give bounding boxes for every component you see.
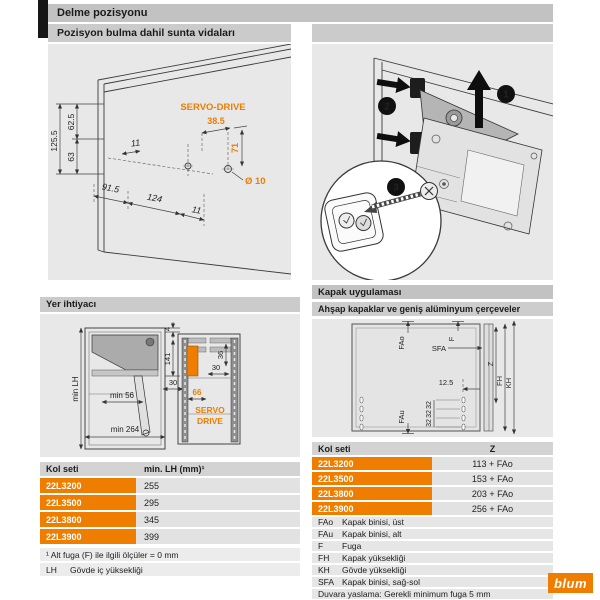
wall-clearance-note: Duvara yaslama: Gerekli minimum fuga 5 mm — [312, 589, 553, 599]
dim-30-right: 30 — [211, 363, 221, 372]
page-subtitle: Pozisyon bulma dahil sunta vidaları — [48, 24, 291, 42]
arm-set-code: 22L3800 — [40, 512, 136, 527]
legend-row — [312, 577, 553, 587]
left-dimensions — [49, 104, 104, 174]
dim-12-5: 12.5 — [438, 378, 454, 387]
dim-kh: KH — [504, 377, 513, 389]
step-1-number: 1 — [503, 89, 509, 101]
dim-4: 4 — [163, 326, 172, 332]
table-header-row — [312, 442, 553, 455]
dim-62-5: 62.5 — [66, 113, 76, 131]
table-footnote: ¹ Alt fuga (F) ile ilgili ölçüler = 0 mm — [40, 548, 300, 561]
dim-32c: 32 — [426, 419, 433, 427]
legend-row — [312, 565, 553, 575]
dim-125-5: 125.5 — [49, 130, 59, 152]
legend-text: Gövde yüksekliği — [342, 565, 407, 575]
dim-124: 124 — [146, 191, 163, 205]
arm-set-value: 345 — [136, 512, 300, 527]
table-row — [40, 495, 300, 510]
dim-38-5: 38.5 — [207, 116, 225, 126]
dim-dia-10: Ø 10 — [245, 176, 266, 187]
push-arrow-top-icon — [376, 74, 412, 95]
servo-drive-line2: DRIVE — [197, 416, 223, 426]
table-header-row — [40, 462, 300, 476]
dim-32a: 32 — [426, 401, 433, 409]
dim-fao: FAo — [397, 336, 406, 350]
dim-11-top: 11 — [130, 137, 141, 149]
z-value: 256 + FAo — [432, 502, 553, 515]
arm-set-code: 22L3500 — [40, 495, 136, 510]
arm-set-value: 295 — [136, 495, 300, 510]
table-row — [312, 502, 553, 515]
arm-set-code: 22L3900 — [312, 502, 432, 515]
dim-71: 71 — [230, 142, 240, 154]
space-diagram-panel — [40, 314, 300, 457]
legend-key: FAu — [318, 529, 334, 539]
lh-legend-key: LH — [46, 564, 57, 575]
subtitle-spacer-bar — [312, 24, 553, 42]
drill-guides — [108, 132, 228, 226]
cabinet-perspective-lines — [98, 44, 291, 274]
arm-set-code: 22L3200 — [40, 478, 136, 493]
drill-holes — [183, 163, 234, 173]
front-section-subtitle: Ahşap kapaklar ve geniş alüminyum çerçeveler — [312, 302, 553, 316]
front-diagram — [312, 319, 553, 437]
dim-32b: 32 — [426, 410, 433, 418]
dim-min-264: min 264 — [110, 425, 140, 434]
servo-drive-label: SERVO-DRIVE — [180, 102, 246, 113]
legend-text: Kapak binisi, alt — [342, 529, 402, 539]
door-front — [352, 324, 493, 431]
legend-text: Kapak yüksekliği — [342, 553, 406, 563]
dim-30-left: 30 — [168, 378, 178, 387]
space-section-title: Yer ihtiyacı — [40, 297, 300, 312]
legend-key: FAo — [318, 517, 334, 527]
table-row — [40, 478, 300, 493]
arm-set-table — [40, 462, 300, 576]
legend-text: Kapak binisi, sağ-sol — [342, 577, 420, 587]
z-value: 153 + FAo — [432, 472, 553, 485]
dim-66: 66 — [192, 388, 202, 397]
servo-drive-dimensions — [180, 102, 265, 187]
arm-set-code: 22L3500 — [312, 472, 432, 485]
lh-legend — [40, 563, 300, 576]
arm-set-value: 255 — [136, 478, 300, 493]
arm-set-code: 22L3800 — [312, 487, 432, 500]
column-header-kol-seti: Kol seti — [318, 443, 351, 454]
table-row — [40, 529, 300, 544]
space-diagram — [40, 314, 300, 457]
arm-set-code: 22L3900 — [40, 529, 136, 544]
legend-key: SFA — [318, 577, 335, 587]
legend-key: FH — [318, 553, 330, 563]
dim-fh: FH — [495, 376, 504, 386]
page-title: Delme pozisyonu — [48, 4, 553, 22]
legend-text: Kapak binisi, üst — [342, 517, 404, 527]
column-header-z: Z — [489, 443, 496, 454]
dim-141: 141 — [163, 352, 172, 366]
front-section-title: Kapak uygulaması — [312, 285, 553, 299]
z-value: 113 + FAo — [432, 457, 553, 470]
legend-key: KH — [318, 565, 330, 575]
table-row — [40, 512, 300, 527]
table-row — [312, 457, 553, 470]
servo-drive-line1: SERVO — [195, 405, 225, 415]
dim-z: Z — [486, 361, 495, 367]
dim-f: F — [447, 336, 456, 342]
hole-pitch-dimensions — [94, 137, 204, 220]
z-dimension-table — [312, 442, 553, 599]
side-view-drawing — [71, 322, 183, 449]
legend-row — [312, 529, 553, 539]
z-value: 203 + FAo — [432, 487, 553, 500]
column-header-kol-seti: Kol seti — [46, 464, 79, 474]
table-row — [312, 487, 553, 500]
dim-91-5: 91.5 — [101, 181, 121, 195]
dim-min-56: min 56 — [109, 391, 135, 400]
table-row — [312, 472, 553, 485]
dim-36: 36 — [216, 350, 225, 360]
dim-min-lh: min LH — [71, 376, 80, 402]
dim-sfa: SFA — [431, 344, 446, 353]
legend-row — [312, 517, 553, 527]
corner-marker — [38, 0, 48, 38]
drilling-diagram-panel — [48, 44, 291, 280]
arm-set-value: 399 — [136, 529, 300, 544]
lh-legend-text: Gövde iç yüksekliği — [70, 564, 143, 575]
dim-11-bottom: 11 — [191, 204, 203, 216]
step-2-number: 2 — [384, 101, 390, 113]
dim-63: 63 — [66, 152, 76, 162]
legend-row — [312, 541, 553, 551]
legend-text: Fuga — [342, 541, 362, 551]
legend-row — [312, 553, 553, 563]
arm-set-code: 22L3200 — [312, 457, 432, 470]
front-diagram-panel — [312, 319, 553, 437]
front-view-drawing — [178, 334, 240, 444]
legend-key: F — [318, 541, 324, 551]
dim-fau: FAu — [397, 410, 406, 424]
detail-magnifier — [321, 161, 441, 280]
drilling-diagram — [48, 44, 291, 280]
assembly-diagram-panel — [312, 44, 553, 280]
step-3-number: 3 — [393, 182, 399, 194]
column-header-min-lh: min. LH (mm)¹ — [144, 464, 205, 474]
blum-logo: blum — [548, 573, 593, 593]
push-arrow-bottom-icon — [376, 128, 412, 149]
assembly-diagram — [312, 44, 553, 280]
